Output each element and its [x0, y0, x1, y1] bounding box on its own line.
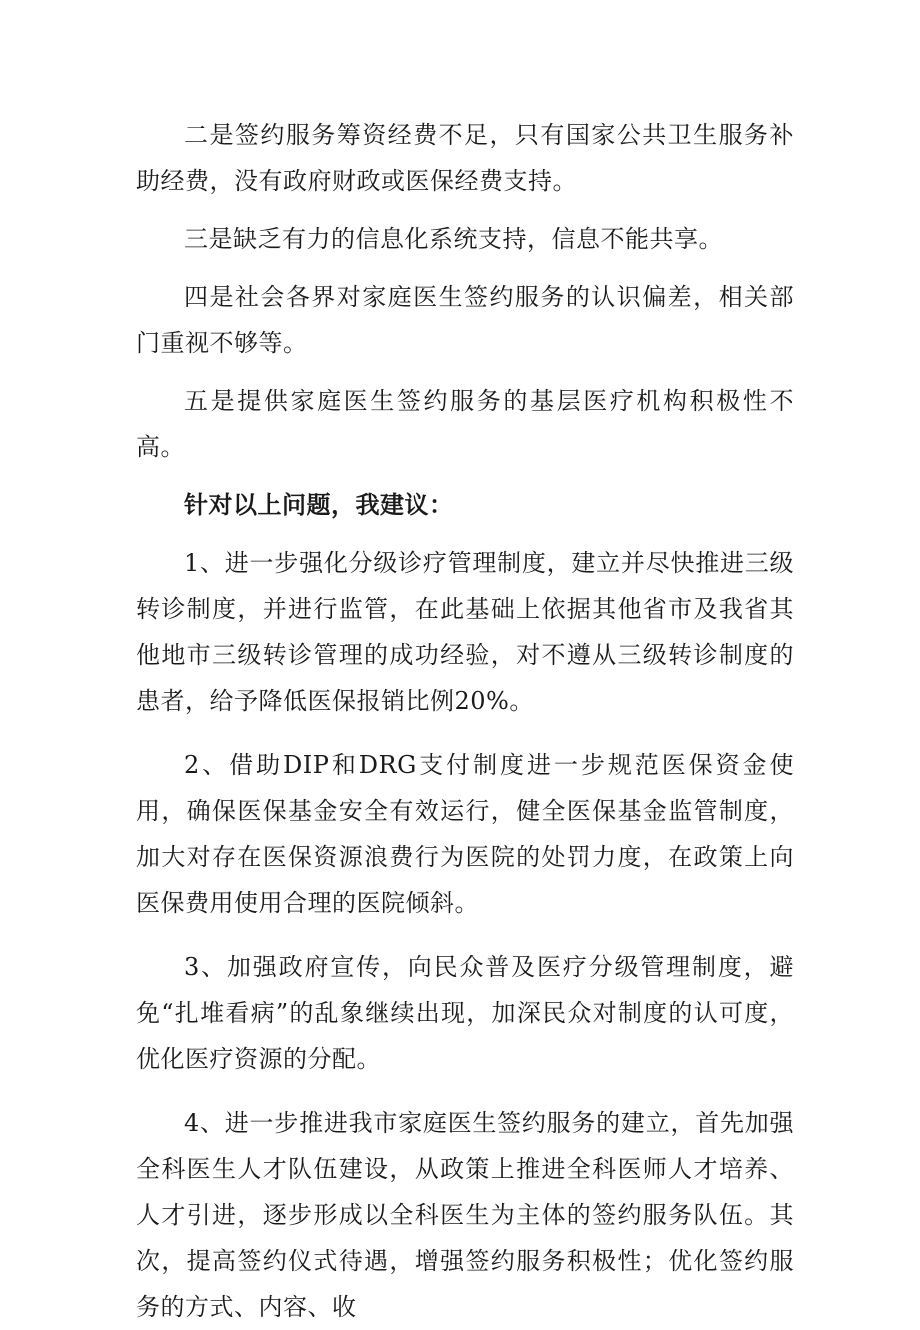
paragraph-awareness: 四是社会各界对家庭医生签约服务的认识偏差，相关部门重视不够等。	[136, 283, 794, 357]
paragraph-enthusiasm: 五是提供家庭医生签约服务的基层医疗机构积极性不高。	[136, 387, 794, 461]
suggestion-4: 4、进一步推进我市家庭医生签约服务的建立，首先加强全科医生人才队伍建设，从政策上推进全科医师人才培养、人才引进，逐步形成以全科医生为主体的签约服务队伍。其次，提高签约仪式待遇，增强签约服务积极性；优化签约服务的方式、内容、收	[136, 1109, 794, 1321]
paragraph-funding: 二是签约服务筹资经费不足，只有国家公共卫生服务补助经费，没有政府财政或医保经费支持。	[136, 121, 794, 195]
document-body	[136, 112, 794, 1330]
suggestion-1: 1、进一步强化分级诊疗管理制度，建立并尽快推进三级转诊制度，并进行监管，在此基础上依据其他省市及我省其他地市三级转诊管理的成功经验，对不遵从三级转诊制度的患者，给予降低医保报销比例20%。	[136, 549, 794, 715]
suggestion-2: 2、借助DIP和DRG支付制度进一步规范医保资金使用，确保医保基金安全有效运行，健全医保基金监管制度，加大对存在医保资源浪费行为医院的处罚力度，在政策上向医保费用使用合理的医院倾斜。	[136, 751, 794, 917]
paragraph-information-system: 三是缺乏有力的信息化系统支持，信息不能共享。	[184, 225, 723, 253]
suggestion-3: 3、加强政府宣传，向民众普及医疗分级管理制度，避免“扎堆看病”的乱象继续出现，加深民众对制度的认可度，优化医疗资源的分配。	[136, 953, 794, 1073]
suggestions-heading: 针对以上问题，我建议：	[184, 490, 454, 519]
